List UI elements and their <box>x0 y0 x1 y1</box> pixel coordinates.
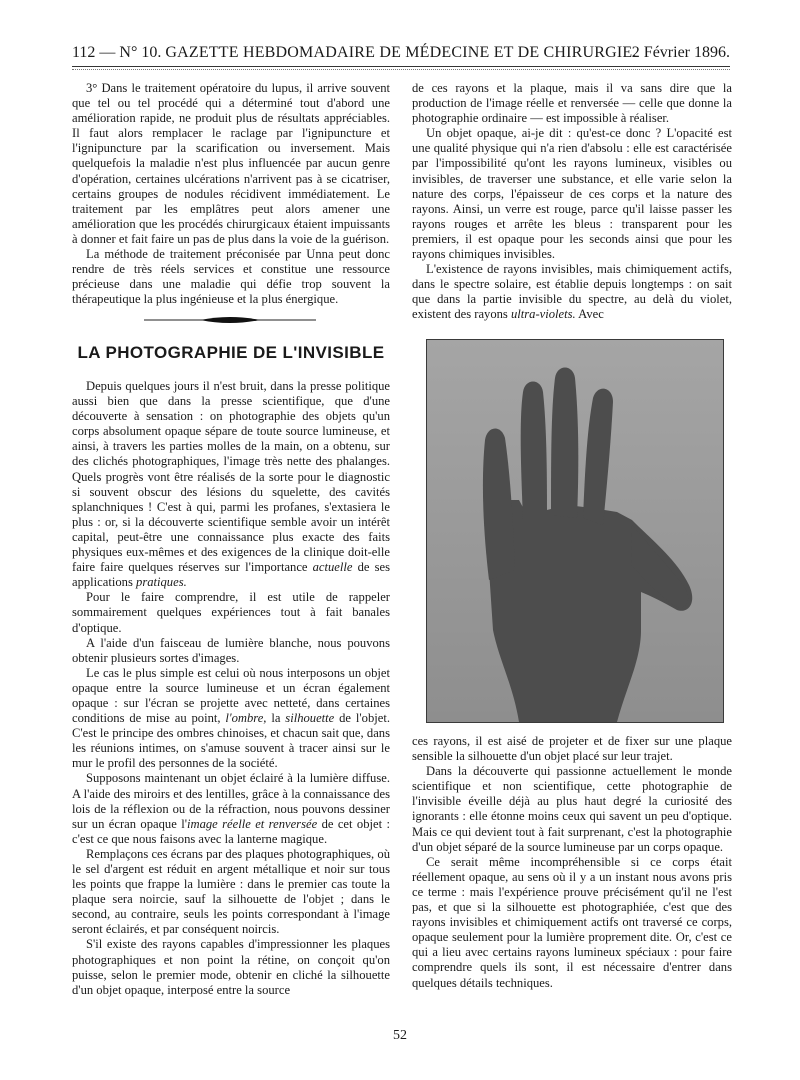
paragraph: Le cas le plus simple est celui où nous interposons un objet opaque entre la source lumineuse et un écran également opaque : sur l'écran se projette avec netteté, dans certaines conditions de mise au point, l'ombre, la silhouette de l'objet. C'est le principe des ombres chinoises, et chacun sait que, dans les réunions intimes, on s'amuse souvent à tracer ainsi sur le mur le profil des personnes de la société. <box>72 665 390 771</box>
paragraph: 3° Dans le traitement opératoire du lupus, il arrive souvent que tel ou tel procédé qui a déterminé tout d'abord une amélioration rapide, ne produit plus de résultats appréciables. Il faut alors remplacer le raclage par l'ignipuncture et l'ignipuncture par la scarification ou inversement. Mais quelquefois la maladie n'est plus influencée par aucun genre d'opération, certaines ulcérations n'arrivent pas à se cicatriser, certains groupes de nodules récidivent immédiatement. Le traitement par les emplâtres peut alors amener une amélioration que les procédés chirurgicaux étaient impuissants à donner et fait faire un pas de plus dans la voie de la guérison. <box>72 81 390 246</box>
hand-radiograph-figure <box>426 339 724 723</box>
paragraph: ces rayons, il est aisé de projeter et de fixer sur une plaque sensible la silhouette d'un objet placé sur leur trajet. <box>412 734 732 764</box>
paragraph: Ce serait même incompréhensible si ce corps était réellement opaque, au sens où il y a un instant nous avons pris ce terme : mais l'expérience prouve précisément qu'il ne l'est pas, et que si la silhouette est photographiée, c'est que des rayons invisibles et chimiquement actifs ont traversé ce corps, opaque seulement pour la lumière proprement dite. Or, c'est ce qui a lieu avec certains rayons lumineux spéciaux : pour faire comprendre quels ils sont, il est nécessaire d'entrer dans quelques détails techniques. <box>412 854 732 990</box>
paragraph: Remplaçons ces écrans par des plaques photographiques, où le sel d'argent est réduit en argent métallique et noir sur tous les points que frappe la lumière : dans le premier cas toute la plaque sera noircie, sauf la silhouette de l'objet ; dans le second, au contraire, seuls les points correspondant à l'image seront éclairés, et par conséquent noircis. <box>72 846 390 937</box>
header-date: 2 Février 1896. <box>631 44 730 61</box>
article-title: LA PHOTOGRAPHIE DE L'INVISIBLE <box>77 343 385 362</box>
paragraph: Dans la découverte qui passionne actuellement le monde scientifique et non scientifique, cette photographie de l'invisible éveille déjà au plus haut degré la curiosité des ignorants : elle étonne moins ceux qui savent un peu d'optique. Mais ce qui devient tout à fait surprenant, c'est la photographie d'un objet séparé de la source lumineuse par un corps opaque. <box>412 764 732 854</box>
paragraph: Pour le faire comprendre, il est utile de rappeler sommairement quelques expériences tout à fait banales d'optique. <box>72 590 390 635</box>
paragraph: A l'aide d'un faisceau de lumière blanche, nous pouvons obtenir plusieurs sortes d'images. <box>72 635 390 665</box>
paragraph: L'existence de rayons invisibles, mais chimiquement actifs, dans le spectre solaire, est établie depuis longtemps : on sait que dans la partie invisible du spectre, au delà du violet, existent des rayons ultra-violets. Avec <box>412 262 732 322</box>
paragraph: Depuis quelques jours il n'est bruit, dans la presse politique aussi bien que dans la presse scientifique, que d'une découverte à sensation : on photographie des objets qu'un corps absolument opaque sépare de toute source lumineuse, et ainsi, à travers les parties molles de la main, on a obtenu, sur des clichés photographiques, l'image très nette des phalanges. Quels progrès vont être réalisés de la sorte pour le diagnostic si souvent obscur des lésions du squelette, des cavités splanchniques ! C'est à qui, parmi les profanes, s'extasiera le plus : or, si la découverte scientifique semble avoir un intérêt capital, peut-être une connaissance plus exacte des faits physiques eux-mêmes et des exigences de la clinique doit-elle faire faire quelques réserves sur l'importance actuelle de ses applications pratiques. <box>72 379 390 590</box>
header-rule <box>72 66 730 67</box>
right-column-top <box>412 81 732 323</box>
running-header <box>72 42 730 64</box>
header-rule-dotted <box>72 69 730 70</box>
paragraph: Supposons maintenant un objet éclairé à la lumière diffuse. A l'aide des miroirs et des lentilles, grâce à la connaissance des lois de la réflexion ou de la réfraction, nous pouvons dessiner sur un écran opaque l'image réelle et renversée de cet objet : c'est ce que nous faisons avec la lanterne magique. <box>72 771 390 846</box>
header-journal-title: GAZETTE HEBDOMADAIRE DE MÉDECINE ET DE CHIRURGIE. <box>165 44 637 61</box>
paragraph: Un objet opaque, ai-je dit : qu'est-ce donc ? L'opacité est une qualité physique qui n'a rien d'absolu : elle est caractérisée par l'impossibilité qu'ont les rayons lumineux, visibles ou invisibles, de traverser une substance, et elle varie selon la nature des corps, l'épaisseur de ces corps et la nature des rayons. Ainsi, un verre est rouge, parce qu'il laisse passer les rayons rouges et arrête les bleus : transparent pour les premiers, il est opaque pour les seconds ainsi que pour les rayons chimiques invisibles. <box>412 126 732 262</box>
hand-silhouette <box>427 340 723 722</box>
page-number: 52 <box>393 1028 407 1043</box>
right-column-bottom <box>412 734 732 991</box>
header-issue: 112 — N° 10. <box>72 44 162 61</box>
paragraph: de ces rayons et la plaque, mais il va sans dire que la production de l'image réelle et renversée — celle que donne la photographie ordinaire — est impossible à réaliser. <box>412 81 732 126</box>
section-divider-ornament <box>140 313 320 327</box>
left-column-top <box>72 81 390 307</box>
left-column-article <box>72 379 390 998</box>
paragraph: La méthode de traitement préconisée par Unna peut donc rendre de très réels services et constitue une ressource précieuse dans une maladie qui défie trop souvent la thérapeutique la plus ingénieuse et la plus énergique. <box>72 247 390 307</box>
paragraph: S'il existe des rayons capables d'impressionner les plaques photographiques et non point la rétine, on conçoit qu'on puisse, selon le premier mode, obtenir en cliché la silhouette d'un objet opaque, interposé entre la source <box>72 937 390 997</box>
